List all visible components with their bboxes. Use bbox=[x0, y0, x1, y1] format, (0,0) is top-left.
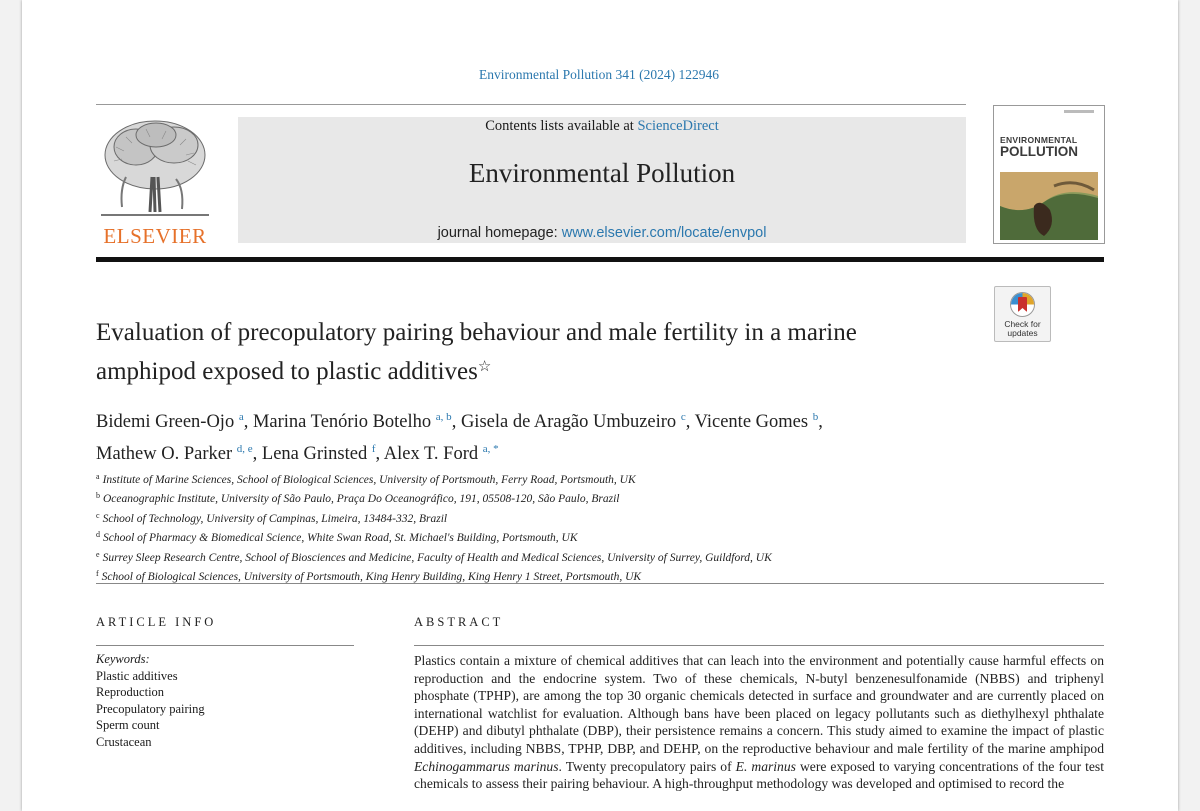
article-title-text: Evaluation of precopulatory pairing behaviour and male fertility in a marine amphipod exposed to plastic additives bbox=[96, 319, 857, 385]
author-name[interactable]: Mathew O. Parker bbox=[96, 444, 233, 464]
affiliation-item: $^f$ School of Biological Sciences, University of Portsmouth, King Henry Building, King Henry 1 Street, Portsmouth, UK bbox=[96, 569, 642, 584]
check-for-updates-label: Check for updates bbox=[1004, 319, 1041, 338]
article-title bbox=[96, 315, 946, 389]
affiliation-item: $^c$ School of Technology, University of Campinas, Limeira, 13484-332, Brazil bbox=[96, 510, 448, 525]
author-affiliation-ref[interactable]: f bbox=[371, 443, 376, 455]
homepage-link[interactable]: www.elsevier.com/locate/envpol bbox=[561, 225, 767, 241]
author-affiliation-ref[interactable]: a, b bbox=[435, 411, 452, 423]
cover-title-line2: POLLUTION bbox=[1000, 143, 1078, 159]
author-affiliation-ref[interactable]: c bbox=[680, 411, 686, 423]
author-name[interactable]: Gisela de Aragão Umbuzeiro bbox=[460, 412, 677, 432]
elsevier-wordmark: ELSEVIER bbox=[103, 224, 207, 248]
species-name-short: E. marinus bbox=[735, 758, 796, 774]
keywords-label: Keywords: bbox=[96, 652, 150, 666]
journal-masthead bbox=[238, 117, 966, 243]
author-separator: , bbox=[685, 412, 695, 432]
homepage-line bbox=[238, 225, 966, 241]
journal-reference-link[interactable]: Environmental Pollution 341 (2024) 122946 bbox=[479, 67, 719, 82]
article-info-rule bbox=[96, 645, 354, 646]
contents-line bbox=[238, 118, 966, 135]
article-page bbox=[22, 0, 1178, 811]
sciencedirect-link[interactable]: ScienceDirect bbox=[637, 118, 719, 134]
keyword-item: Crustacean bbox=[96, 734, 152, 749]
keyword-item: Reproduction bbox=[96, 685, 165, 699]
affiliation-item: $^a$ Institute of Marine Sciences, School of Biological Sciences, University of Portsmouth, Ferry Road, Portsmouth, UK bbox=[96, 472, 636, 486]
author-separator: , bbox=[252, 444, 262, 464]
check-for-updates-button[interactable] bbox=[994, 286, 1051, 342]
journal-cover-image[interactable] bbox=[993, 105, 1105, 244]
homepage-label: journal homepage: bbox=[437, 225, 562, 241]
author-affiliation-ref[interactable]: a, * bbox=[482, 443, 499, 455]
contents-prefix: Contents lists available at bbox=[485, 118, 638, 134]
cover-title bbox=[1000, 136, 1100, 158]
cover-title-line1: ENVIRONMENTAL bbox=[1000, 135, 1078, 145]
species-name: Echinogammarus marinus bbox=[414, 758, 559, 774]
author-separator: , bbox=[375, 444, 384, 464]
author-affiliation-ref[interactable]: a bbox=[238, 411, 244, 423]
author-separator: , bbox=[451, 412, 461, 432]
author-list bbox=[96, 404, 1106, 468]
affiliation-item: $^d$ School of Pharmacy & Biomedical Science, White Swan Road, St. Michael's Building, Portsmouth, UK bbox=[96, 530, 578, 545]
author-name[interactable]: Vicente Gomes bbox=[694, 412, 809, 432]
abstract-body: Plastics contain a mixture of chemical additives that can leach into the environment and potentially cause harmful effects on reproduction and the endocrine system. Two of these chemicals, N-butyl benzenesulfonamide (NBBS) and triphenyl phosphate (TPHP), are among the top 30 organic chemicals detected in surface and groundwater and are currently placed on international watchlist for evaluation. Although bans have been placed on legacy pollutants such as diethylhexyl phthalate (DEHP) and dibutyl phthalate (DBP), their persistence remains a concern. This study aimed to examine the impact of plastic additives, including NBBS, TPHP, DBP, and DEHP, on the reproductive behaviour and male fertility of the marine amphipod Echinogammarus marinus. Twenty precopulatory pairs of E. marinus were exposed to varying concentrations of the four test chemicals to assess their pairing behaviour. A high-throughput methodology was developed and optimised to record the bbox=[414, 653, 1105, 792]
header-divider bbox=[96, 104, 966, 105]
author-name[interactable]: Bidemi Green-Ojo bbox=[96, 412, 235, 432]
keywords-block bbox=[96, 651, 354, 750]
author-name[interactable]: Alex T. Ford bbox=[383, 444, 479, 464]
author-separator: , bbox=[243, 412, 253, 432]
affiliation-item: $^e$ Surrey Sleep Research Centre, School of Biosciences and Medicine, Faculty of Health and Medical Sciences, University of Surrey, Guildford, UK bbox=[96, 549, 772, 564]
crossmark-icon bbox=[1009, 291, 1036, 319]
keyword-item: Plastic additives bbox=[96, 668, 178, 683]
abstract-rule bbox=[414, 645, 1104, 646]
title-footnote-mark[interactable]: ☆ bbox=[477, 359, 492, 375]
keyword-item: Precopulatory pairing bbox=[96, 701, 205, 716]
author-name[interactable]: Lena Grinsted bbox=[261, 444, 368, 464]
affiliation-list bbox=[96, 469, 1106, 585]
affiliation-item: $^b$ Oceanographic Institute, University of São Paulo, Praça Do Oceanográfico, 191, 05508-120, São Paulo, Brazil bbox=[96, 491, 620, 506]
journal-title: Environmental Pollution bbox=[468, 158, 736, 188]
author-separator: , bbox=[818, 412, 823, 432]
article-info-heading: ARTICLE INFO bbox=[96, 615, 217, 629]
masthead-rule bbox=[96, 257, 1104, 262]
section-divider bbox=[96, 583, 1104, 584]
keyword-item: Sperm count bbox=[96, 718, 160, 732]
abstract-heading: ABSTRACT bbox=[414, 615, 504, 629]
author-affiliation-ref[interactable]: b bbox=[812, 411, 819, 423]
author-name[interactable]: Marina Tenório Botelho bbox=[252, 412, 432, 432]
author-affiliation-ref[interactable]: d, e bbox=[236, 443, 253, 455]
